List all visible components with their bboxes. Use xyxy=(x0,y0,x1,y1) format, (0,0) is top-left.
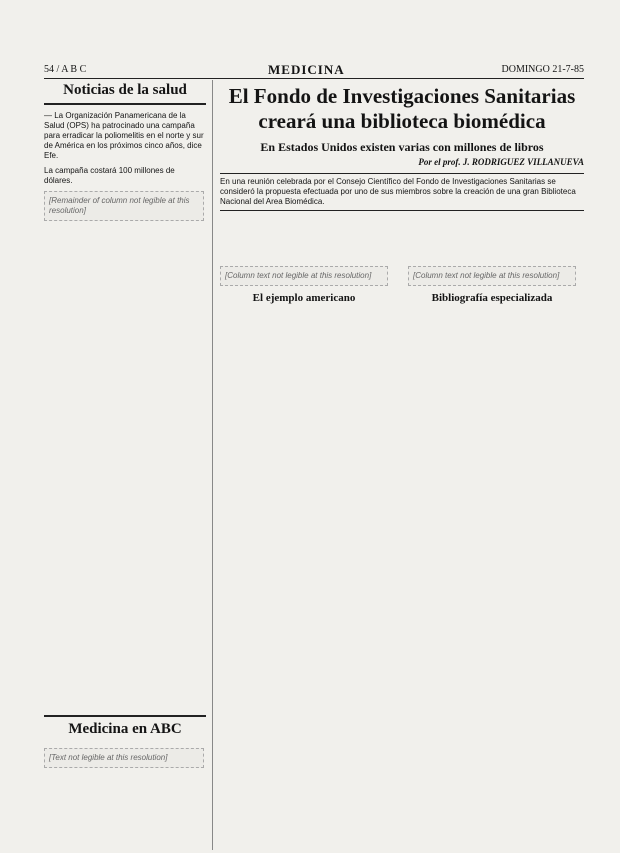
column-illegible-placeholder: [Column text not legible at this resolution] xyxy=(220,266,388,286)
medicina-en-abc-box xyxy=(44,715,212,774)
page-header xyxy=(44,62,584,79)
box-title: Medicina en ABC xyxy=(44,715,206,742)
article-headline: El Fondo de Investigaciones Sanitarias creará una biblioteca biomédica xyxy=(228,84,576,133)
box-illegible-placeholder: [Text not legible at this resolution] xyxy=(44,748,204,768)
page-folio: 54 / A B C xyxy=(44,64,87,75)
sidebar-paragraph: La campaña costará 100 millones de dólares. xyxy=(44,166,175,185)
main-article xyxy=(220,80,584,850)
article-lead: En una reunión celebrada por el Consejo Científico del Fondo de Investigaciones Sanitarias se consideró la propuesta efectuada por uno de sus miembros sobre la creación de una gran Biblioteca Nacional del Area Biomédica. xyxy=(220,173,584,211)
sidebar-title: Noticias de la salud xyxy=(44,80,206,105)
article-columns xyxy=(220,266,584,850)
news-sidebar xyxy=(44,80,213,850)
sidebar-illegible-placeholder: [Remainder of column not legible at this resolution] xyxy=(44,191,204,221)
section-heading: El ejemplo americano xyxy=(252,292,356,304)
issue-date: DOMINGO 21-7-85 xyxy=(501,64,584,75)
article-byline: Por el prof. J. RODRIGUEZ VILLANUEVA xyxy=(418,157,584,167)
sidebar-paragraph: — La Organización Panamericana de la Salud (OPS) ha patrocinado una campaña para erradicar la poliomelitis en el norte y sur de América en los próximos cinco años, dice Efe. xyxy=(44,111,204,160)
article-column xyxy=(220,266,396,850)
article-column xyxy=(408,266,584,850)
section-name: MEDICINA xyxy=(268,62,345,77)
column-illegible-placeholder: [Column text not legible at this resolution] xyxy=(408,266,576,286)
article-subhead: En Estados Unidos existen varias con millones de libros xyxy=(260,140,544,154)
section-heading: Bibliografía especializada xyxy=(431,292,553,304)
